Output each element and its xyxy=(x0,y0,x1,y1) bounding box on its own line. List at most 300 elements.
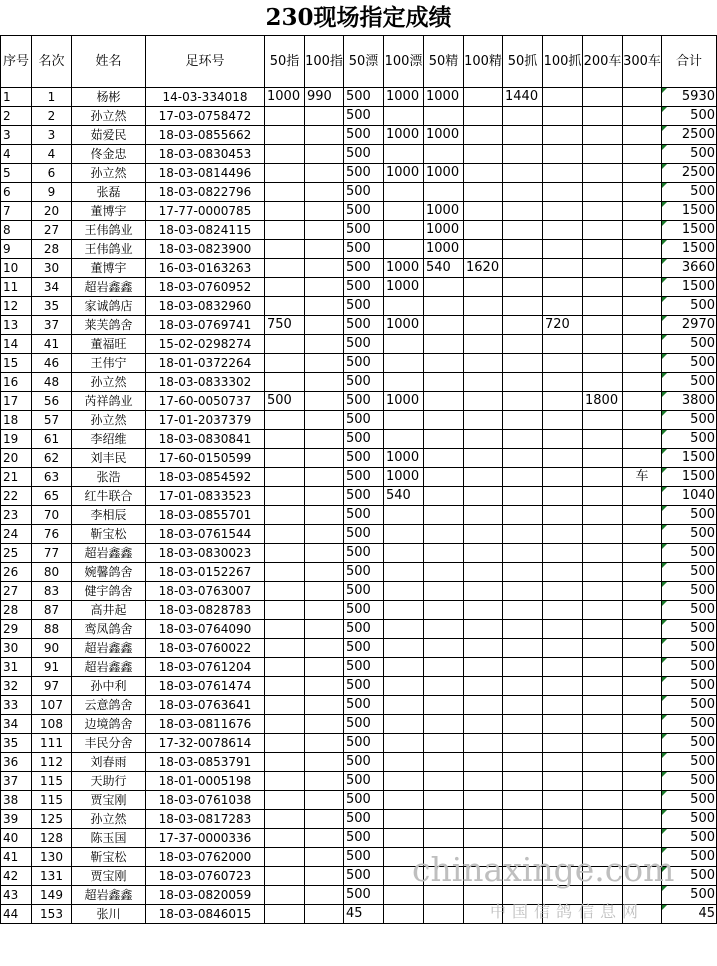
cell-total: 500 xyxy=(662,183,717,202)
cell-ring: 18-03-0814496 xyxy=(146,164,265,183)
cell-50zhua xyxy=(503,582,543,601)
cell-50zhua xyxy=(503,525,543,544)
cell-50zhua xyxy=(503,107,543,126)
cell-total: 500 xyxy=(662,297,717,316)
cell-50piao: 500 xyxy=(344,335,384,354)
cell-total: 500 xyxy=(662,373,717,392)
cell-seq: 19 xyxy=(1,430,32,449)
cell-name: 健宇鸽舍 xyxy=(72,582,146,601)
cell-100zhi xyxy=(305,126,344,145)
cell-200che xyxy=(583,145,623,164)
cell-100piao xyxy=(384,107,424,126)
cell-100jing xyxy=(464,772,503,791)
cell-50jing xyxy=(424,354,464,373)
cell-50zhi xyxy=(265,563,305,582)
cell-rank: 90 xyxy=(32,639,72,658)
cell-ring: 18-03-0846015 xyxy=(146,905,265,924)
cell-seq: 8 xyxy=(1,221,32,240)
cell-ring: 17-77-0000785 xyxy=(146,202,265,221)
cell-seq: 5 xyxy=(1,164,32,183)
table-row xyxy=(1,240,717,259)
cell-200che xyxy=(583,810,623,829)
cell-50zhua xyxy=(503,791,543,810)
cell-name: 丰民分舍 xyxy=(72,734,146,753)
cell-name: 孙立然 xyxy=(72,373,146,392)
table-row xyxy=(1,658,717,677)
cell-total: 500 xyxy=(662,791,717,810)
cell-50piao: 500 xyxy=(344,810,384,829)
cell-200che xyxy=(583,677,623,696)
cell-50zhi xyxy=(265,677,305,696)
cell-100zhi xyxy=(305,316,344,335)
cell-100piao xyxy=(384,373,424,392)
cell-50zhua xyxy=(503,696,543,715)
cell-rank: 1 xyxy=(32,88,72,107)
cell-100jing xyxy=(464,563,503,582)
cell-100zhi xyxy=(305,468,344,487)
cell-50zhi xyxy=(265,848,305,867)
table-row xyxy=(1,639,717,658)
cell-name: 张川 xyxy=(72,905,146,924)
cell-100zhi xyxy=(305,848,344,867)
cell-50zhi xyxy=(265,373,305,392)
cell-50piao: 500 xyxy=(344,639,384,658)
cell-total: 500 xyxy=(662,886,717,905)
cell-50piao: 500 xyxy=(344,696,384,715)
cell-50jing xyxy=(424,145,464,164)
cell-100zhua xyxy=(543,753,583,772)
cell-100zhi xyxy=(305,753,344,772)
cell-50piao: 500 xyxy=(344,563,384,582)
cell-50zhi xyxy=(265,278,305,297)
cell-rank: 128 xyxy=(32,829,72,848)
cell-100zhi xyxy=(305,544,344,563)
cell-50zhi xyxy=(265,487,305,506)
cell-100zhua xyxy=(543,278,583,297)
cell-name: 刘春雨 xyxy=(72,753,146,772)
cell-50zhi xyxy=(265,544,305,563)
cell-100jing xyxy=(464,411,503,430)
cell-50zhua xyxy=(503,259,543,278)
cell-rank: 63 xyxy=(32,468,72,487)
cell-50piao: 500 xyxy=(344,886,384,905)
watermark-logo: chinaxinge.com xyxy=(412,850,675,889)
cell-100piao xyxy=(384,354,424,373)
cell-50zhua xyxy=(503,240,543,259)
cell-300che xyxy=(623,658,662,677)
cell-ring: 18-03-0811676 xyxy=(146,715,265,734)
cell-seq: 32 xyxy=(1,677,32,696)
cell-ring: 17-60-0150599 xyxy=(146,449,265,468)
cell-50piao: 500 xyxy=(344,145,384,164)
cell-total: 500 xyxy=(662,430,717,449)
cell-50piao: 500 xyxy=(344,411,384,430)
cell-seq: 3 xyxy=(1,126,32,145)
cell-50piao: 500 xyxy=(344,601,384,620)
cell-rank: 87 xyxy=(32,601,72,620)
cell-200che xyxy=(583,525,623,544)
cell-200che xyxy=(583,297,623,316)
table-row xyxy=(1,791,717,810)
cell-seq: 7 xyxy=(1,202,32,221)
cell-100zhua xyxy=(543,183,583,202)
cell-50piao: 500 xyxy=(344,468,384,487)
cell-200che xyxy=(583,696,623,715)
cell-total: 1500 xyxy=(662,240,717,259)
cell-total: 500 xyxy=(662,563,717,582)
header-200che: 200车 xyxy=(583,36,623,88)
cell-100jing xyxy=(464,107,503,126)
cell-300che xyxy=(623,525,662,544)
cell-50jing xyxy=(424,544,464,563)
cell-300che xyxy=(623,715,662,734)
cell-200che xyxy=(583,829,623,848)
cell-100piao xyxy=(384,202,424,221)
header-50jing: 50精 xyxy=(424,36,464,88)
cell-50zhua xyxy=(503,278,543,297)
cell-name: 李相辰 xyxy=(72,506,146,525)
cell-seq: 31 xyxy=(1,658,32,677)
cell-name: 婉馨鸽舍 xyxy=(72,563,146,582)
cell-100zhi xyxy=(305,829,344,848)
cell-name: 贾宝刚 xyxy=(72,791,146,810)
cell-seq: 17 xyxy=(1,392,32,411)
header-50piao: 50漂 xyxy=(344,36,384,88)
cell-50zhi xyxy=(265,354,305,373)
cell-100zhi xyxy=(305,563,344,582)
cell-100piao xyxy=(384,658,424,677)
cell-total: 45 xyxy=(662,905,717,924)
cell-seq: 22 xyxy=(1,487,32,506)
cell-50zhi xyxy=(265,620,305,639)
header-rank: 名次 xyxy=(32,36,72,88)
cell-300che xyxy=(623,316,662,335)
cell-total: 500 xyxy=(662,715,717,734)
cell-100zhi xyxy=(305,601,344,620)
cell-100jing xyxy=(464,145,503,164)
cell-name: 杨彬 xyxy=(72,88,146,107)
table-row xyxy=(1,506,717,525)
cell-100zhi xyxy=(305,658,344,677)
header-100piao: 100漂 xyxy=(384,36,424,88)
cell-50jing xyxy=(424,715,464,734)
cell-200che xyxy=(583,316,623,335)
cell-50piao: 500 xyxy=(344,202,384,221)
cell-100zhi xyxy=(305,297,344,316)
cell-300che xyxy=(623,620,662,639)
table-row xyxy=(1,715,717,734)
table-row xyxy=(1,202,717,221)
cell-name: 贾宝刚 xyxy=(72,867,146,886)
header-300che: 300车 xyxy=(623,36,662,88)
cell-100zhua xyxy=(543,126,583,145)
cell-100jing xyxy=(464,240,503,259)
cell-50piao: 500 xyxy=(344,183,384,202)
cell-100zhua xyxy=(543,107,583,126)
cell-50zhi xyxy=(265,658,305,677)
cell-50jing xyxy=(424,278,464,297)
cell-seq: 6 xyxy=(1,183,32,202)
cell-50jing xyxy=(424,658,464,677)
cell-50zhua xyxy=(503,449,543,468)
cell-50zhi xyxy=(265,867,305,886)
cell-50piao: 500 xyxy=(344,848,384,867)
cell-100piao: 1000 xyxy=(384,449,424,468)
cell-ring: 18-03-0855701 xyxy=(146,506,265,525)
table-row xyxy=(1,411,717,430)
cell-100jing xyxy=(464,449,503,468)
cell-50zhua xyxy=(503,316,543,335)
cell-50piao: 500 xyxy=(344,829,384,848)
cell-200che xyxy=(583,772,623,791)
cell-seq: 4 xyxy=(1,145,32,164)
cell-ring: 17-60-0050737 xyxy=(146,392,265,411)
cell-total: 1500 xyxy=(662,221,717,240)
cell-50piao: 500 xyxy=(344,221,384,240)
cell-100zhua xyxy=(543,791,583,810)
cell-200che xyxy=(583,639,623,658)
cell-50zhua xyxy=(503,468,543,487)
cell-50zhi xyxy=(265,259,305,278)
table-row xyxy=(1,145,717,164)
cell-ring: 18-03-0760723 xyxy=(146,867,265,886)
cell-100zhua: 720 xyxy=(543,316,583,335)
cell-200che xyxy=(583,335,623,354)
cell-50zhua xyxy=(503,563,543,582)
cell-name: 芮祥鸽业 xyxy=(72,392,146,411)
cell-name: 张磊 xyxy=(72,183,146,202)
watermark-subtitle: 中国信鸽信息网 xyxy=(490,902,645,921)
cell-ring: 18-03-0760022 xyxy=(146,639,265,658)
cell-50jing xyxy=(424,430,464,449)
cell-total: 500 xyxy=(662,620,717,639)
cell-300che xyxy=(623,734,662,753)
cell-50zhi xyxy=(265,905,305,924)
cell-300che xyxy=(623,335,662,354)
cell-seq: 33 xyxy=(1,696,32,715)
cell-name: 茹爱民 xyxy=(72,126,146,145)
cell-300che xyxy=(623,772,662,791)
cell-200che xyxy=(583,259,623,278)
cell-300che xyxy=(623,544,662,563)
table-row xyxy=(1,164,717,183)
cell-total: 500 xyxy=(662,145,717,164)
cell-100zhi xyxy=(305,639,344,658)
cell-100zhi xyxy=(305,449,344,468)
cell-100zhi xyxy=(305,696,344,715)
cell-100zhua xyxy=(543,506,583,525)
cell-name: 孙立然 xyxy=(72,107,146,126)
cell-ring: 18-03-0761038 xyxy=(146,791,265,810)
table-row xyxy=(1,392,717,411)
cell-ring: 17-01-2037379 xyxy=(146,411,265,430)
cell-name: 云意鸽舍 xyxy=(72,696,146,715)
cell-seq: 10 xyxy=(1,259,32,278)
cell-50jing xyxy=(424,582,464,601)
cell-total: 3800 xyxy=(662,392,717,411)
cell-200che xyxy=(583,715,623,734)
cell-seq: 26 xyxy=(1,563,32,582)
cell-seq: 44 xyxy=(1,905,32,924)
cell-ring: 18-01-0372264 xyxy=(146,354,265,373)
cell-total: 1500 xyxy=(662,468,717,487)
cell-name: 孙立然 xyxy=(72,411,146,430)
cell-rank: 35 xyxy=(32,297,72,316)
header-name: 姓名 xyxy=(72,36,146,88)
cell-200che xyxy=(583,183,623,202)
cell-rank: 34 xyxy=(32,278,72,297)
cell-300che xyxy=(623,373,662,392)
cell-100zhua xyxy=(543,734,583,753)
cell-seq: 15 xyxy=(1,354,32,373)
cell-name: 刘丰民 xyxy=(72,449,146,468)
cell-100piao xyxy=(384,297,424,316)
cell-50zhua xyxy=(503,544,543,563)
cell-300che xyxy=(623,354,662,373)
cell-name: 陈玉国 xyxy=(72,829,146,848)
cell-100zhua xyxy=(543,468,583,487)
cell-rank: 111 xyxy=(32,734,72,753)
cell-50zhi xyxy=(265,734,305,753)
cell-100zhua xyxy=(543,392,583,411)
cell-50zhua xyxy=(503,126,543,145)
cell-100jing xyxy=(464,544,503,563)
cell-seq: 41 xyxy=(1,848,32,867)
table-row xyxy=(1,620,717,639)
cell-50zhi xyxy=(265,715,305,734)
cell-name: 董博宇 xyxy=(72,202,146,221)
cell-100piao xyxy=(384,829,424,848)
cell-100zhua xyxy=(543,259,583,278)
cell-50piao: 500 xyxy=(344,392,384,411)
cell-50piao: 500 xyxy=(344,791,384,810)
cell-50jing xyxy=(424,772,464,791)
cell-ring: 18-01-0005198 xyxy=(146,772,265,791)
cell-name: 超岩鑫鑫 xyxy=(72,278,146,297)
cell-50zhua xyxy=(503,487,543,506)
cell-50zhi xyxy=(265,449,305,468)
cell-seq: 29 xyxy=(1,620,32,639)
cell-50jing xyxy=(424,506,464,525)
cell-200che xyxy=(583,107,623,126)
cell-50piao: 500 xyxy=(344,164,384,183)
cell-rank: 65 xyxy=(32,487,72,506)
cell-100jing xyxy=(464,677,503,696)
cell-100piao xyxy=(384,506,424,525)
cell-seq: 18 xyxy=(1,411,32,430)
cell-300che xyxy=(623,240,662,259)
cell-50piao: 500 xyxy=(344,677,384,696)
cell-name: 王伟鸽业 xyxy=(72,221,146,240)
cell-ring: 18-03-0760952 xyxy=(146,278,265,297)
cell-50zhua xyxy=(503,183,543,202)
cell-total: 2500 xyxy=(662,126,717,145)
cell-100zhua xyxy=(543,221,583,240)
table-row xyxy=(1,126,717,145)
cell-300che xyxy=(623,753,662,772)
cell-50zhi xyxy=(265,601,305,620)
cell-name: 红牛联合 xyxy=(72,487,146,506)
cell-name: 董博宇 xyxy=(72,259,146,278)
cell-ring: 18-03-0824115 xyxy=(146,221,265,240)
cell-200che xyxy=(583,126,623,145)
cell-rank: 28 xyxy=(32,240,72,259)
cell-100piao: 1000 xyxy=(384,259,424,278)
cell-200che xyxy=(583,658,623,677)
cell-total: 500 xyxy=(662,734,717,753)
cell-100jing xyxy=(464,601,503,620)
cell-50piao: 500 xyxy=(344,297,384,316)
table-row xyxy=(1,582,717,601)
cell-200che: 1800 xyxy=(583,392,623,411)
cell-100piao xyxy=(384,601,424,620)
cell-100piao xyxy=(384,696,424,715)
cell-50zhua xyxy=(503,430,543,449)
cell-ring: 18-03-0832960 xyxy=(146,297,265,316)
table-row xyxy=(1,601,717,620)
cell-ring: 18-03-0761544 xyxy=(146,525,265,544)
cell-100piao: 1000 xyxy=(384,88,424,107)
cell-name: 佟金忠 xyxy=(72,145,146,164)
cell-name: 家诚鸽店 xyxy=(72,297,146,316)
cell-100jing xyxy=(464,335,503,354)
cell-50piao: 500 xyxy=(344,753,384,772)
cell-50jing xyxy=(424,392,464,411)
cell-100jing xyxy=(464,202,503,221)
table-row xyxy=(1,183,717,202)
cell-seq: 30 xyxy=(1,639,32,658)
cell-name: 靳宝松 xyxy=(72,848,146,867)
cell-100zhi xyxy=(305,164,344,183)
cell-100piao xyxy=(384,544,424,563)
cell-300che xyxy=(623,487,662,506)
cell-50jing xyxy=(424,620,464,639)
cell-name: 高井起 xyxy=(72,601,146,620)
cell-300che xyxy=(623,677,662,696)
cell-100piao xyxy=(384,221,424,240)
cell-ring: 18-03-0830023 xyxy=(146,544,265,563)
cell-ring: 18-03-0762000 xyxy=(146,848,265,867)
cell-300che xyxy=(623,392,662,411)
cell-200che xyxy=(583,734,623,753)
cell-50zhi xyxy=(265,221,305,240)
cell-50zhi xyxy=(265,240,305,259)
cell-50piao: 500 xyxy=(344,772,384,791)
cell-50zhi xyxy=(265,202,305,221)
cell-100zhi xyxy=(305,259,344,278)
cell-total: 500 xyxy=(662,658,717,677)
cell-100jing xyxy=(464,620,503,639)
cell-50jing: 1000 xyxy=(424,164,464,183)
cell-300che xyxy=(623,278,662,297)
cell-total: 1500 xyxy=(662,202,717,221)
cell-rank: 4 xyxy=(32,145,72,164)
cell-50jing: 1000 xyxy=(424,240,464,259)
cell-total: 500 xyxy=(662,411,717,430)
cell-seq: 21 xyxy=(1,468,32,487)
cell-100zhua xyxy=(543,696,583,715)
cell-name: 王伟鸽业 xyxy=(72,240,146,259)
cell-100piao xyxy=(384,620,424,639)
cell-rank: 107 xyxy=(32,696,72,715)
cell-200che xyxy=(583,468,623,487)
cell-total: 1040 xyxy=(662,487,717,506)
header-total: 合计 xyxy=(662,36,717,88)
cell-50zhi xyxy=(265,145,305,164)
cell-total: 2500 xyxy=(662,164,717,183)
cell-seq: 13 xyxy=(1,316,32,335)
cell-rank: 115 xyxy=(32,772,72,791)
